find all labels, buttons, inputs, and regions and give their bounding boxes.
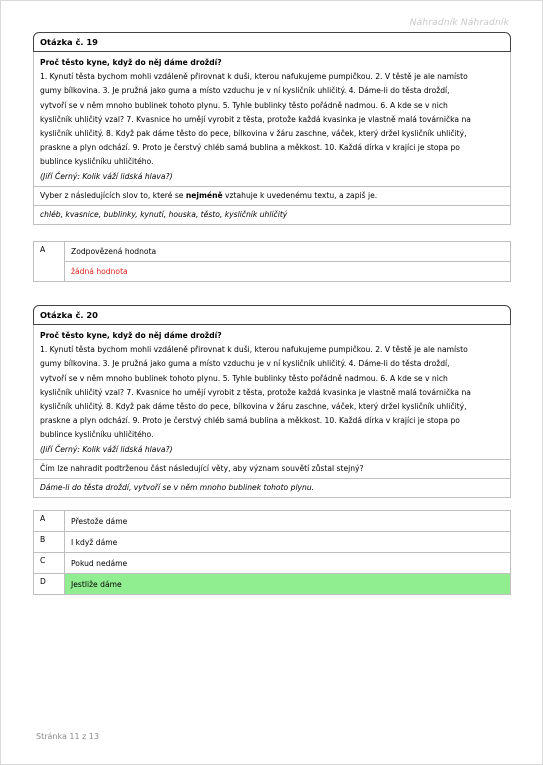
source-citation: (Jiří Černý: Kolik váží lidská hlava?) bbox=[40, 171, 173, 181]
text-line: 1. Kynutí těsta bychom mohli vzdáleně přirovnat k duši, kterou nafukujeme pumpičkou. 2. V těstě je ale namísto bbox=[40, 345, 468, 355]
text-line: 1. Kynutí těsta bychom mohli vzdáleně přirovnat k duši, kterou nafukujeme pumpičkou. 2. V těstě je ale namísto bbox=[40, 72, 468, 82]
option-text[interactable]: Pokud nedáme bbox=[65, 553, 511, 574]
text-line: kysličník uhličitý vzal? 7. Kvasnice ho umějí vyrobit z těsta, protože každá kvasinka je vlastně malá továrnička na bbox=[40, 387, 471, 397]
question-20 bbox=[33, 305, 511, 498]
text-line: vytvoří se v něm mnoho bublinek tohoto plynu. 5. Tyhle bublinky těsto pořádně nadmou. 6. A kde se v nich bbox=[40, 100, 448, 110]
page-number: Stránka 11 z 13 bbox=[36, 732, 100, 741]
text-line: praskne a plyn odchází. 9. Proto je čerstvý chléb samá bublina a měkkost. 10. Každá dírka v krajíci je stopa po bbox=[40, 143, 460, 153]
text-line: bublince kysličníku uhličitého. bbox=[40, 157, 154, 167]
sentence: Dáme-li do těsta droždí, vytvoří se v něm mnoho bublinek tohoto plynu. bbox=[33, 479, 511, 498]
option-row[interactable] bbox=[34, 553, 511, 574]
text-line: gumy bílkovina. 3. Je pružná jako guma a místo vzduchu je v ní kysličník uhličitý. 4. Dáme-li do těsta droždí, bbox=[40, 359, 450, 369]
answered-value: žádná hodnota bbox=[65, 262, 511, 282]
question-heading: Proč těsto kyne, když do něj dáme droždí? bbox=[40, 58, 222, 67]
question-text bbox=[33, 52, 511, 186]
text-line: kysličník uhličitý. 8. Když pak dáme těsto do pece, bílkovina v žáru zaschne, váček, který držel kysličník uhličitý, bbox=[40, 402, 467, 412]
source-citation: (Jiří Černý: Kolik váží lidská hlava?) bbox=[40, 444, 173, 454]
word-list: chléb, kvasnice, bublinky, kynutí, houska, těsto, kysličník uhličitý bbox=[33, 206, 511, 225]
answered-value-label: Zodpovězená hodnota bbox=[65, 242, 511, 262]
option-row-correct[interactable] bbox=[34, 574, 511, 595]
option-row[interactable] bbox=[34, 511, 511, 532]
option-text-correct[interactable]: Jestliže dáme bbox=[65, 574, 511, 595]
answer-letter: A bbox=[34, 242, 65, 282]
text-line: gumy bílkovina. 3. Je pružná jako guma a místo vzduchu je v ní kysličník uhličitý. 4. Dáme-li do těsta droždí, bbox=[40, 86, 450, 96]
question-heading: Proč těsto kyne, když do něj dáme droždí? bbox=[40, 331, 222, 340]
question-19 bbox=[33, 32, 511, 225]
text-line: kysličník uhličitý. 8. Když pak dáme těsto do pece, bílkovina v žáru zaschne, váček, který držel kysličník uhličitý, bbox=[40, 129, 467, 139]
option-row[interactable] bbox=[34, 532, 511, 553]
emphasis-word: nejméně bbox=[185, 190, 223, 200]
option-letter: A bbox=[34, 511, 65, 532]
option-letter: B bbox=[34, 532, 65, 553]
option-text[interactable]: I když dáme bbox=[65, 532, 511, 553]
question-text bbox=[33, 325, 511, 459]
text-line: praskne a plyn odchází. 9. Proto je čerstvý chléb samá bublina a měkkost. 10. Každá dírka v krajíci je stopa po bbox=[40, 416, 460, 426]
answer-options-20 bbox=[33, 510, 511, 595]
text-line: bublince kysličníku uhličitého. bbox=[40, 430, 154, 440]
task-instruction: Čím lze nahradit podtrženou část následující věty, aby význam souvětí zůstal stejný? bbox=[33, 459, 511, 479]
text-line: kysličník uhličitý vzal? 7. Kvasnice ho umějí vyrobit z těsta, protože každá kvasinka je vlastně malá továrnička na bbox=[40, 114, 471, 124]
answer-table-19 bbox=[33, 241, 511, 282]
text-line: vytvoří se v něm mnoho bublinek tohoto plynu. 5. Tyhle bublinky těsto pořádně nadmou. 6. A kde se v nich bbox=[40, 373, 448, 383]
header-watermark: Náhradník Náhradník bbox=[409, 18, 509, 28]
option-letter: D bbox=[34, 574, 65, 595]
task-instruction: Vyber z následujících slov to, které se nejméně vztahuje k uvedenému textu, a zapiš je. bbox=[33, 186, 511, 206]
question-title: Otázka č. 20 bbox=[33, 305, 511, 325]
option-text[interactable]: Přestože dáme bbox=[65, 511, 511, 532]
question-title: Otázka č. 19 bbox=[33, 32, 511, 52]
option-letter: C bbox=[34, 553, 65, 574]
